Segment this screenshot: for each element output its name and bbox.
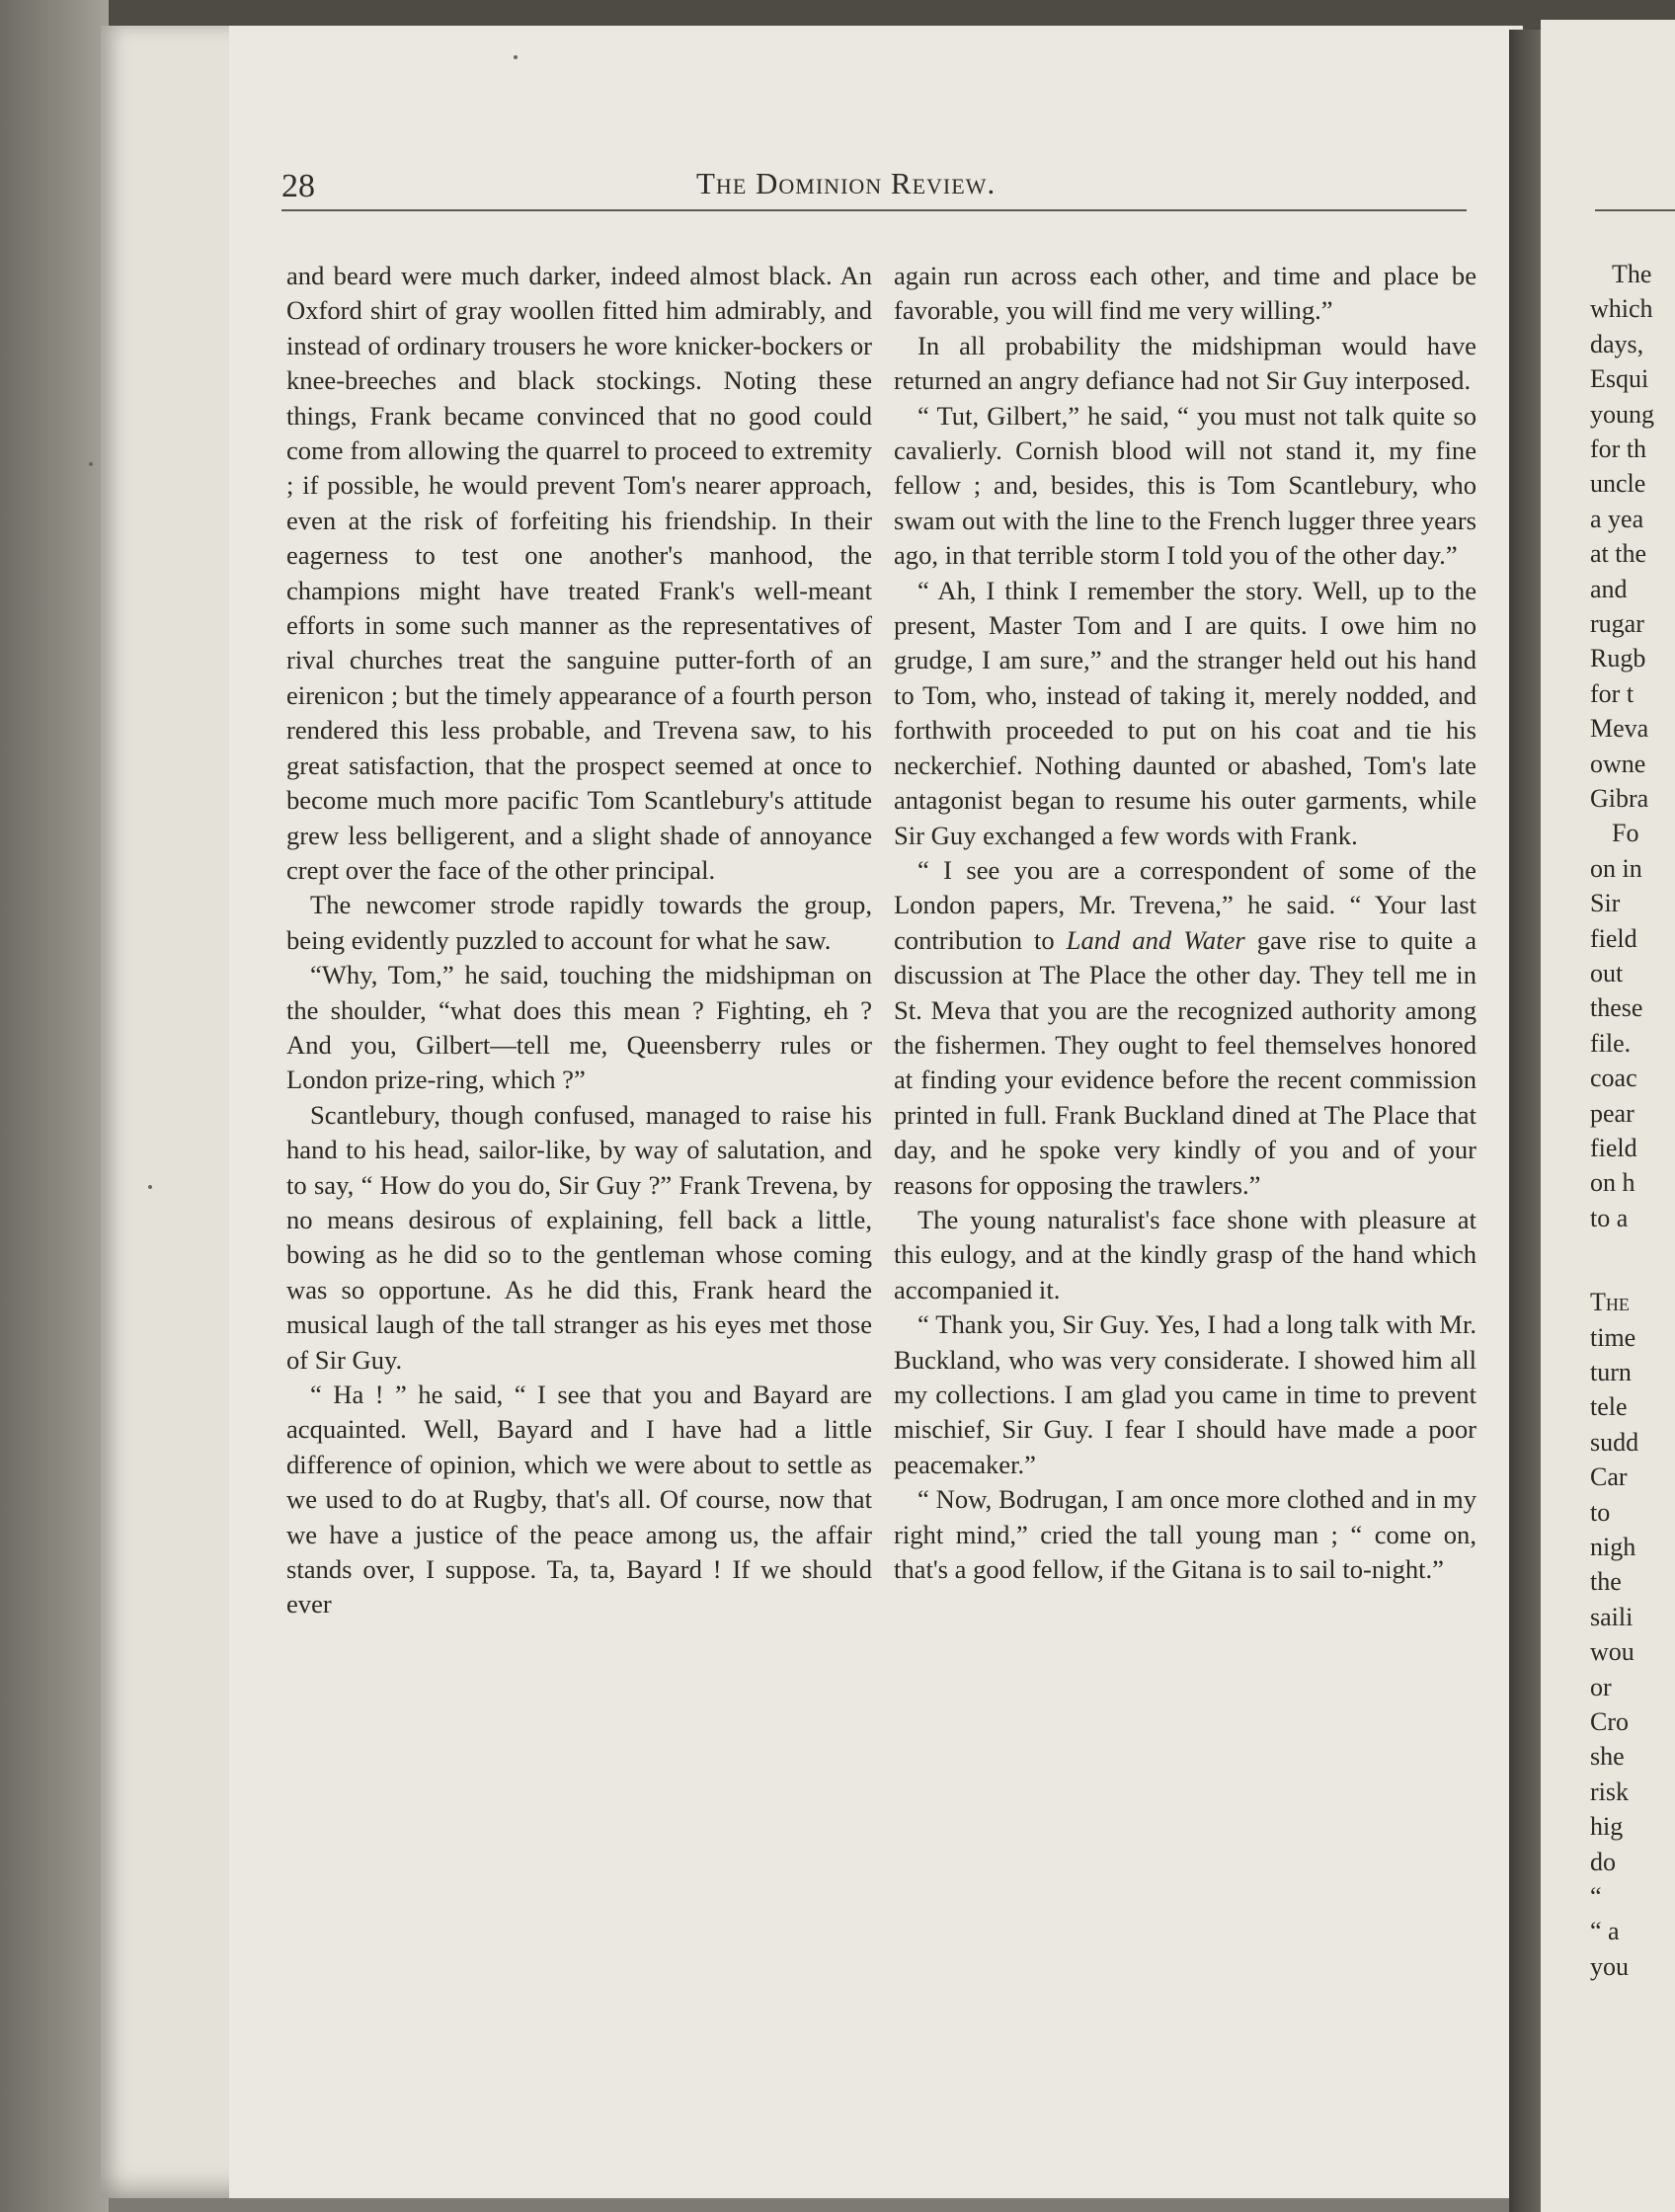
facing-page-text-fragment: to — [1590, 1497, 1611, 1527]
facing-page-text-fragment: which — [1590, 294, 1653, 324]
facing-page-text-fragment: do — [1590, 1847, 1616, 1876]
facing-page-text-fragment: coac — [1590, 1064, 1637, 1093]
facing-page-text-fragment: she — [1590, 1742, 1625, 1772]
paragraph-text: The young naturalist's face shone with pleasure at this eulogy, and at the kindly grasp of the hand which accompanied it. — [894, 1204, 1476, 1304]
facing-page-text-fragment: these — [1590, 993, 1643, 1023]
facing-page-text-fragment: field — [1590, 923, 1637, 953]
facing-page-text-fragment: for t — [1590, 678, 1635, 708]
paragraph — [894, 574, 1476, 853]
paragraph — [894, 259, 1476, 329]
facing-page-text-fragment: hig — [1590, 1812, 1624, 1842]
page-number: 28 — [281, 168, 315, 204]
paragraph — [894, 329, 1476, 399]
paragraph-text: gave rise to quite a discussion at The Place the other day. They tell me in St. Meva that you are the recognized authority among the fishermen. They ought to feel themselves honored at finding your evidence before the recent commission printed in full. Frank Buckland dined at The Place that day, and he spoke very kindly of you and of your reasons for opposing the trawlers.” — [894, 924, 1476, 1200]
scan-speck — [514, 55, 518, 59]
facing-page-text-fragment: on h — [1590, 1168, 1635, 1198]
paragraph-text: and beard were much darker, indeed almost black. An Oxford shirt of gray woollen fitted him admirably, and instead of ordinary trousers he wore knicker-bockers or knee-breeches and black stockings. Noting these things, Frank became convinced that no good could come from allowing the quarrel to proceed to extremity ; if possible, he would prevent Tom's nearer approach, even at the risk of forfeiting his friendship. In their eagerness to test one another's manhood, the champions might have treated Frank's well-meant efforts in some such manner as the representatives of rival churches treat the sanguine putter-forth of an eirenicon ; but the timely appearance of a fourth person rendered this less probable, and Trevena saw, to his great satisfaction, that the prospect seemed at once to become much more pacific Tom Scantlebury's attitude grew less belligerent, and a slight shade of annoyance crept over the face of the other principal. — [286, 261, 872, 885]
facing-page-text-fragment: pear — [1590, 1098, 1635, 1128]
facing-page-text-fragment: a yea — [1590, 504, 1644, 533]
facing-page-text-fragment: out — [1590, 959, 1624, 988]
paragraph — [894, 1307, 1476, 1482]
facing-page-text-fragment: uncle — [1590, 469, 1646, 499]
facing-page-text-fragment: saili — [1590, 1602, 1634, 1631]
facing-page-text-fragment: wou — [1590, 1637, 1635, 1667]
paragraph-text: In all probability the midshipman would have returned an angry defiance had not Sir Guy interposed. — [894, 330, 1476, 396]
facing-page-text-fragment: turn — [1590, 1358, 1632, 1386]
paragraph — [286, 1098, 872, 1378]
facing-page-text-fragment: rugar — [1590, 609, 1644, 638]
facing-page-text-fragment: and — [1590, 574, 1628, 603]
paragraph — [894, 399, 1476, 574]
facing-page-text-fragment: on in — [1590, 853, 1642, 883]
scanner-left-edge — [0, 0, 109, 2212]
book-gutter — [1509, 30, 1545, 2212]
facing-page-text-fragment: time — [1590, 1322, 1636, 1352]
paragraph — [894, 1203, 1476, 1307]
facing-page-text-fragment: Cro — [1590, 1707, 1629, 1736]
paragraph — [286, 1378, 872, 1622]
facing-page-text-fragment: Car — [1590, 1462, 1628, 1492]
paragraph-text: “ Ah, I think I remember the story. Well, up to the present, Master Tom and I are quits. I owe him no grudge, I am sure,” and the stranger held out his hand to Tom, who, instead of taking it, merely nodded, and forthwith proceeded to put on his coat and tie his neckerchief. Nothing daunted or abashed, Tom's late antagonist began to resume his outer garments, while Sir Guy exchanged a few words with Frank. — [894, 575, 1476, 850]
italic-title: Land and Water — [1066, 924, 1245, 955]
paragraph-text: “ Now, Bodrugan, I am once more clothed and in my right mind,” cried the tall young man ; “ come on, that's a good fellow, if the Gitana is to sail to-night.” — [894, 1484, 1476, 1585]
facing-page-text-fragment: field — [1590, 1134, 1637, 1162]
facing-page-text-fragment: tele — [1590, 1392, 1628, 1422]
facing-page-text-fragment: Meva — [1590, 714, 1649, 744]
facing-page-text-fragment: Rugb — [1590, 644, 1646, 673]
facing-page-text-fragment: sudd — [1590, 1427, 1639, 1457]
facing-page-text-fragment: at the — [1590, 539, 1647, 569]
facing-page-text-fragment: Gibra — [1590, 784, 1649, 813]
facing-page-text-fragment: “ — [1590, 1882, 1602, 1911]
paragraph — [286, 888, 872, 958]
paragraph-text: “ Tut, Gilbert,” he said, “ you must not talk quite so cavalierly. Cornish blood will not stand it, my fine fellow ; and, besides, this is Tom Scantlebury, who swam out with the line to the French lugger three years ago, in that terrible storm I told you of the other day.” — [894, 400, 1476, 571]
facing-page-text-fragment: risk — [1590, 1777, 1629, 1806]
paragraph-text: The newcomer strode rapidly towards the group, being evidently puzzled to account for what he saw. — [286, 890, 872, 955]
facing-page-text-fragment: young — [1590, 399, 1654, 429]
facing-page-text-fragment: for th — [1590, 434, 1647, 463]
facing-page-text-fragment: the — [1590, 1567, 1622, 1597]
facing-page-fragment — [1541, 20, 1675, 2212]
facing-page-text-fragment: Esqui — [1590, 364, 1649, 394]
paragraph — [286, 259, 872, 888]
facing-page-text-fragment: “ a — [1590, 1917, 1620, 1946]
facing-page-text-fragment: nigh — [1590, 1533, 1636, 1561]
facing-page-text-fragment: Fo — [1612, 819, 1639, 848]
scan-speck — [148, 1185, 152, 1189]
paragraph — [894, 853, 1476, 1203]
page-header — [281, 160, 1467, 211]
facing-page-text-fragment: you — [1590, 1951, 1629, 1981]
paragraph — [894, 1482, 1476, 1587]
paragraph-text: “Why, Tom,” he said, touching the midshipman on the shoulder, “what does this mean ? Fighting, eh ? And you, Gilbert—tell me, Queensberry rules or London prize-ring, which ?” — [286, 960, 872, 1095]
facing-page-text-fragment: days, — [1590, 329, 1644, 358]
facing-page-text-fragment: or — [1590, 1672, 1612, 1701]
facing-page-header-rule — [1595, 209, 1675, 211]
facing-page-text-fragment: owne — [1590, 749, 1646, 778]
running-title: The Dominion Review. — [696, 166, 997, 200]
facing-page-text-fragment: to a — [1590, 1203, 1629, 1232]
text-column-left — [286, 259, 872, 1622]
paragraph-text: “ I see you are a correspondent of some of the London papers, Mr. Trevena,” he said. “ Your last contribution to — [894, 854, 1476, 955]
paragraph-text: “ Thank you, Sir Guy. Yes, I had a long talk with Mr. Buckland, who was very considerate. I showed him all my collections. I am glad you came in time to prevent mischief, Sir Guy. I fear I should have made a poor peacemaker.” — [894, 1309, 1476, 1479]
text-column-right — [894, 259, 1476, 1587]
paragraph-text: Scantlebury, though confused, managed to raise his hand to his head, sailor-like, by way of salutation, and to say, “ How do you do, Sir Guy ?” Frank Trevena, by no means desirous of explaining, fell back a little, bowing as he did so to the gentleman whose coming was so opportune. As he did this, Frank heard the musical laugh of the tall stranger as his eyes met those of Sir Guy. — [286, 1099, 872, 1375]
paragraph — [286, 958, 872, 1098]
facing-page-text-fragment: Sir — [1590, 889, 1621, 918]
scan-speck — [89, 462, 93, 466]
facing-page-text-fragment: file. — [1590, 1028, 1632, 1058]
paragraph-text: again run across each other, and time and place be favorable, you will find me very willing.” — [894, 261, 1476, 326]
facing-page-text-fragment: The — [1590, 1288, 1630, 1317]
facing-page-text-fragment: The — [1612, 260, 1652, 288]
paragraph-text: “ Ha ! ” he said, “ I see that you and Bayard are acquainted. Well, Bayard and I have had a little difference of opinion, which we were about to settle as we used to do at Rugby, that's all. Of course, now that we have a justice of the peace among us, the affair stands over, I suppose. Ta, ta, Bayard ! If we should ever — [286, 1380, 872, 1620]
